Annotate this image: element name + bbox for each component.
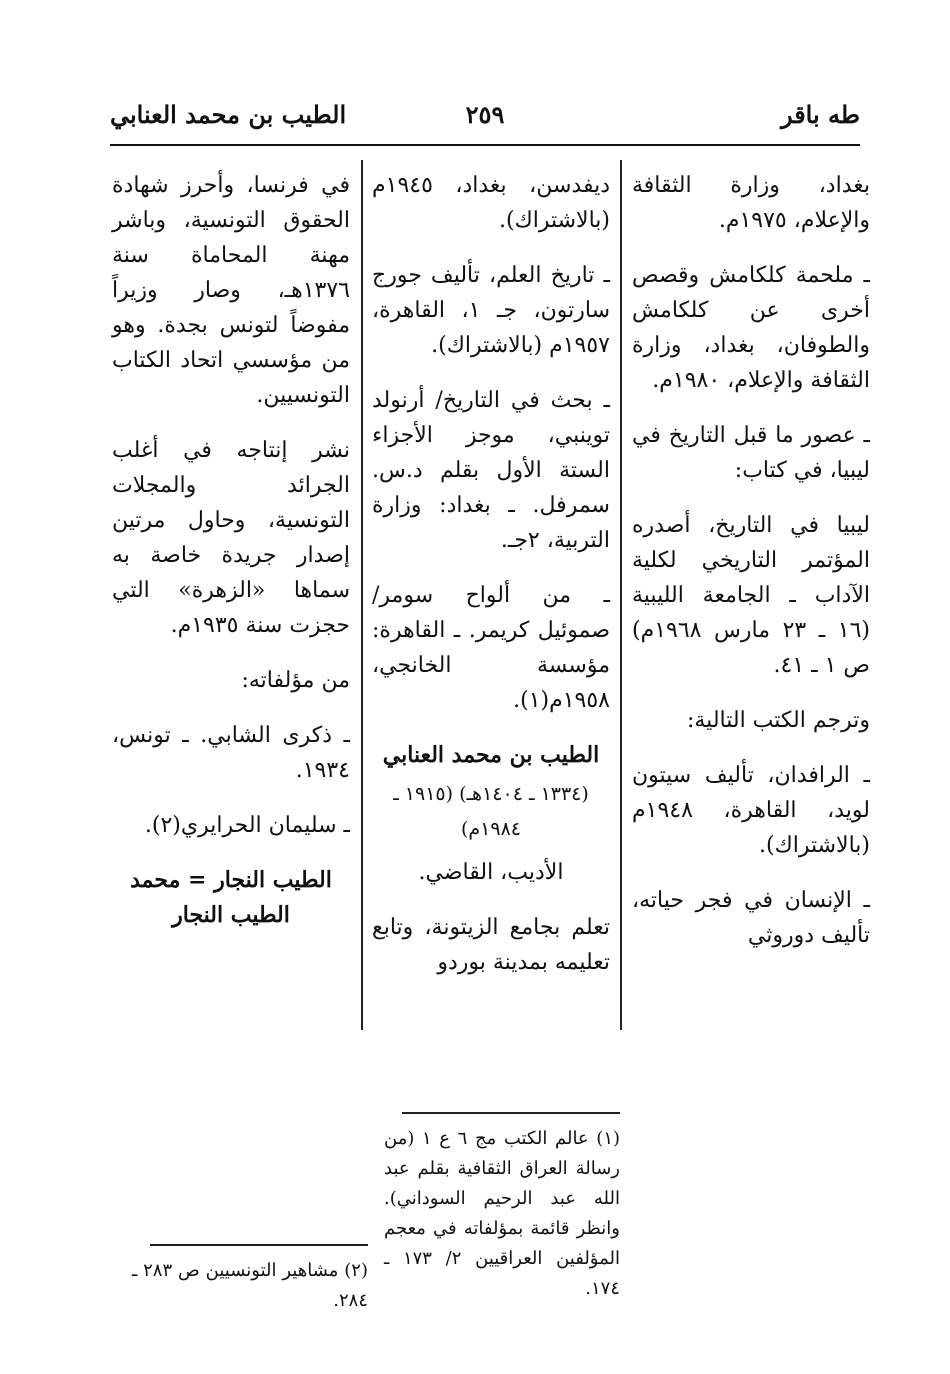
- footnote-2: (٢) مشاهير التونسيين ص ٢٨٣ ـ ٢٨٤.: [132, 1260, 368, 1311]
- paragraph: ـ ملحمة كلكامش وقصص أخرى عن كلكامش والطوفان، بغداد، وزارة الثقافة والإعلام، ١٩٨٠م.: [632, 263, 870, 393]
- entry-dates: (١٣٣٤ ـ ١٤٠٤هـ) (١٩١٥ ـ ١٩٨٤م): [393, 783, 589, 840]
- paragraph: بغداد، وزارة الثقافة والإعلام، ١٩٧٥م.: [632, 173, 870, 233]
- paragraph: ليبيا في التاريخ، أصدره المؤتمر التاريخي لكلية الآداب ـ الجامعة الليبية (١٦ ـ ٢٣ مارس ١٩٦٨م) ص ١ ـ ٤١.: [632, 513, 870, 678]
- paragraph: ـ عصور ما قبل التاريخ في ليبيا، في كتاب:: [632, 423, 870, 483]
- footnote-1: (١) عالم الكتب مج ٦ ع ١ (من رسالة العراق الثقافية بقلم عبد الله عبد الرحيم السوداني). وانظر قائمة بمؤلفاته في معجم المؤلفين العراقيين ٢/ ١٧٣ ـ ١٧٤.: [384, 1128, 621, 1299]
- running-header: [110, 96, 860, 146]
- paragraph: ديفدسن، بغداد، ١٩٤٥م (بالاشتراك).: [372, 173, 610, 233]
- paragraph: ـ ذكرى الشابي. ـ تونس، ١٩٣٤.: [112, 723, 350, 783]
- column-middle: [372, 168, 610, 1000]
- column-divider: [620, 160, 622, 1030]
- footnote-rule: [402, 1112, 620, 1114]
- entry-text: تعلم بجامع الزيتونة، وتابع تعليمه بمدينة بوردو: [372, 915, 610, 975]
- header-author: طه باقر: [780, 100, 860, 129]
- page-number: ٢٥٩: [465, 100, 505, 129]
- cross-reference-title: الطيب النجار = محمد الطيب النجار: [130, 867, 332, 928]
- column-divider: [361, 160, 363, 1030]
- entry-role: الأديب، القاضي.: [418, 860, 564, 885]
- footnote-rule: [150, 1244, 368, 1246]
- entry-title: الطيب بن محمد العنابي: [382, 742, 600, 768]
- paragraph: ـ من ألواح سومر/ صموئيل كريمر. ـ القاهرة: مؤسسة الخانجي، ١٩٥٨م(١).: [372, 583, 610, 713]
- paragraph: وترجم الكتب التالية:: [686, 708, 870, 733]
- paragraph: ـ بحث في التاريخ/ أرنولد توينبي، موجز الأجزاء الستة الأول بقلم د.س. سمرفل. ـ بغداد: وزارة التربية، ٢جـ.: [372, 388, 610, 553]
- column-left: [112, 168, 350, 937]
- header-entry: الطيب بن محمد العنابي: [110, 100, 347, 129]
- paragraph: من مؤلفاته:: [241, 668, 350, 693]
- column-right: [632, 168, 870, 973]
- paragraph: نشر إنتاجه في أغلب الجرائد والمجلات التونسية، وحاول مرتين إصدار جريدة خاصة به سماها «الزهرة» التي حجزت سنة ١٩٣٥م.: [112, 438, 350, 638]
- paragraph: ـ تاريخ العلم، تأليف جورج سارتون، جـ ١، القاهرة، ١٩٥٧م (بالاشتراك).: [372, 263, 611, 358]
- paragraph: في فرنسا، وأحرز شهادة الحقوق التونسية، وباشر مهنة المحاماة سنة ١٣٧٦هـ، وصار وزيراً مفوضاً لتونس بجدة. وهو من مؤسسي اتحاد الكتاب التونسيين.: [112, 173, 350, 408]
- paragraph: ـ الإنسان في فجر حياته، تأليف دوروثي: [632, 888, 870, 948]
- paragraph: ـ سليمان الحرايري(٢).: [144, 813, 350, 838]
- paragraph: ـ الرافدان، تأليف سيتون لويد، القاهرة، ١٩٤٨م (بالاشتراك).: [632, 763, 870, 858]
